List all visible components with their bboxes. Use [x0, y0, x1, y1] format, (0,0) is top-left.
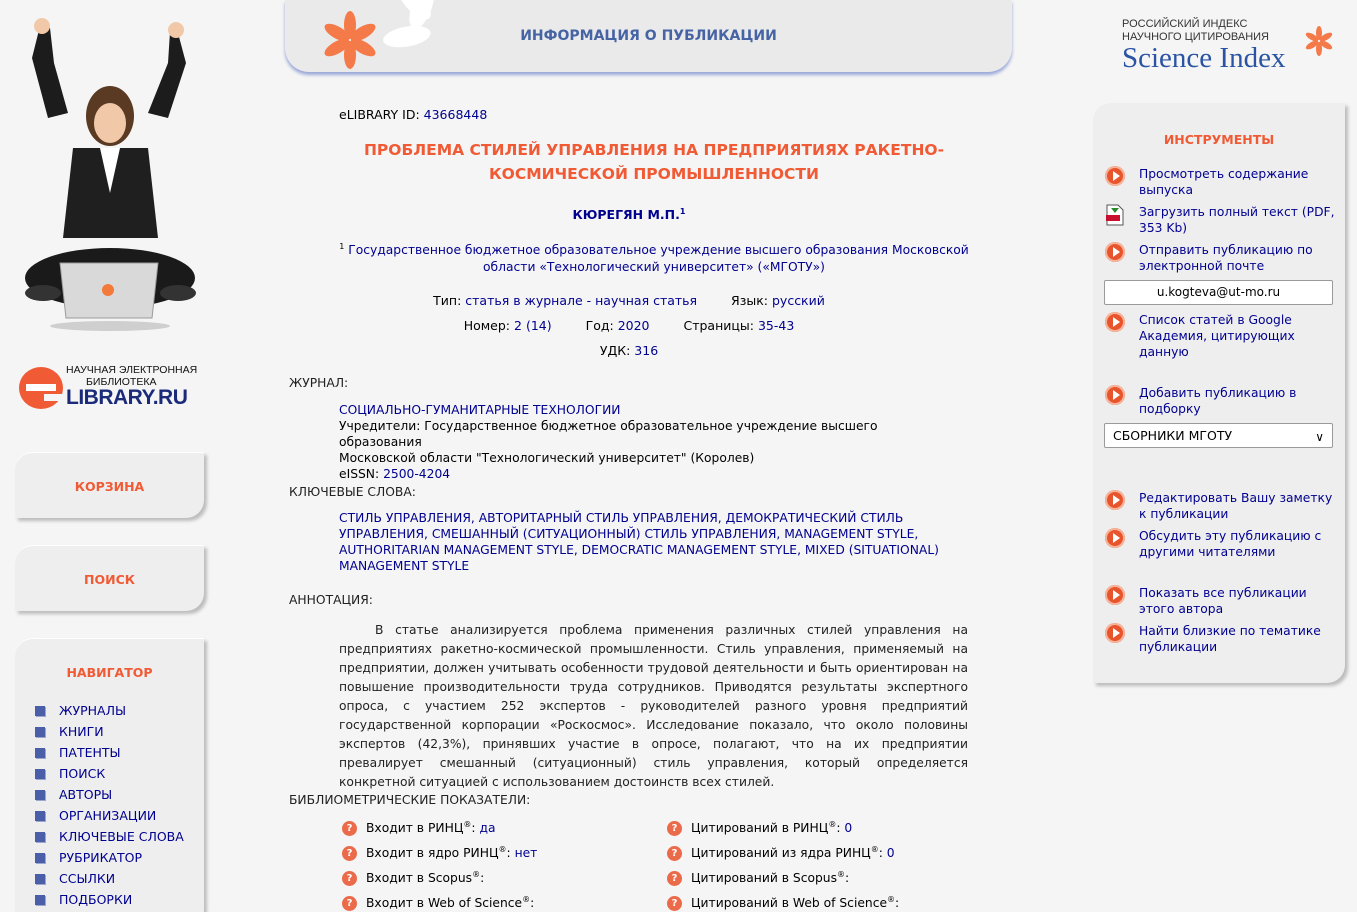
biblio-label: Входит в ядро РИНЦ	[366, 846, 499, 861]
biblio-label: Цитирований в РИНЦ	[691, 821, 829, 836]
keywords-line2[interactable]: УПРАВЛЕНИЯ, СМЕШАННЫЙ (СИТУАЦИОННЫЙ) СТИЛЬ УПРАВЛЕНИЯ, MANAGEMENT STYLE,	[339, 527, 919, 541]
asterisk-logo-icon	[1304, 26, 1334, 56]
nav-item-label[interactable]: РУБРИКАТОР	[59, 850, 143, 865]
udk-label: УДК:	[599, 343, 631, 358]
num-label: Номер:	[463, 318, 511, 333]
nav-item-label[interactable]: ССЫЛКИ	[59, 871, 116, 886]
abstract-heading: АННОТАЦИЯ:	[289, 593, 373, 607]
elibrary-id-value: 43668448	[423, 107, 488, 122]
nav-item-label[interactable]: ПОИСК	[59, 766, 106, 781]
meta-type-row	[289, 293, 969, 308]
view-issue-tool[interactable]	[1105, 166, 1340, 198]
biblio-row: ? Входит в Scopus®: ? Цитирований в Scopus®:	[339, 870, 969, 890]
bullet-icon	[35, 769, 45, 779]
article-title	[339, 138, 969, 186]
keywords-line4[interactable]: MANAGEMENT STYLE	[339, 559, 470, 573]
author-pubs-tool[interactable]	[1105, 585, 1340, 617]
search-link[interactable]: ПОИСК	[84, 572, 135, 587]
navigator-title: НАВИГАТОР	[66, 665, 153, 680]
bullet-icon	[35, 727, 45, 737]
keywords-list[interactable]	[339, 510, 939, 574]
play-arrow-icon	[1105, 623, 1125, 643]
author-pubs-link[interactable]: Показать все публикации этого автора	[1139, 586, 1307, 616]
nav-item-organizations[interactable]	[35, 805, 204, 826]
bullet-icon	[35, 874, 45, 884]
nav-item-books[interactable]	[35, 721, 204, 742]
biblio-label: Входит в РИНЦ	[366, 821, 464, 836]
tools-title: ИНСТРУМЕНТЫ	[1163, 132, 1275, 147]
play-arrow-icon	[1105, 385, 1125, 405]
similar-tool[interactable]	[1105, 623, 1340, 655]
add-collection-link[interactable]: Добавить публикацию в подборку	[1139, 386, 1297, 416]
cart-box[interactable]	[15, 452, 204, 518]
pages-value: 35-43	[757, 318, 795, 333]
play-arrow-icon	[1105, 585, 1125, 605]
lang-label: Язык:	[731, 293, 768, 308]
nav-item-label[interactable]: ПАТЕНТЫ	[59, 745, 121, 760]
nav-item-label[interactable]: КНИГИ	[59, 724, 104, 739]
nav-item-label[interactable]: ЖУРНАЛЫ	[59, 703, 126, 718]
journal-heading: ЖУРНАЛ:	[289, 376, 349, 390]
abstract-text	[339, 621, 968, 792]
nav-item-label[interactable]: ОРГАНИЗАЦИИ	[59, 808, 157, 823]
num-value[interactable]: 2 (14)	[514, 318, 552, 333]
email-field[interactable]: u.kogteva@ut-mo.ru	[1104, 280, 1333, 305]
play-arrow-icon	[1105, 166, 1125, 186]
reg-mark: ®	[498, 845, 507, 854]
year-label: Год:	[585, 318, 614, 333]
nav-item-authors[interactable]	[35, 784, 204, 805]
science-index-logo[interactable]	[1122, 18, 1342, 88]
google-scholar-link[interactable]: Список статей в Google Академия, цитирующих данную	[1139, 313, 1295, 359]
author[interactable]	[289, 207, 969, 222]
author-name[interactable]: КЮРЕГЯН М.П.	[572, 207, 680, 223]
type-value: статья в журнале - научная статья	[465, 293, 698, 308]
reg-mark: ®	[870, 845, 879, 854]
affiliation[interactable]	[339, 238, 969, 276]
help-icon[interactable]: ?	[667, 846, 682, 861]
pdf-file-icon	[1105, 204, 1125, 226]
affil-line2[interactable]: области «Технологический университет» («МГОТУ»)	[483, 260, 825, 275]
help-icon[interactable]: ?	[342, 821, 357, 836]
page-title: ИНФОРМАЦИЯ О ПУБЛИКАЦИИ	[520, 28, 777, 44]
bullet-icon	[35, 853, 45, 863]
reg-mark: ®	[828, 820, 837, 829]
founders-line1: Учредители: Государственное бюджетное образовательное учреждение высшего образования	[339, 419, 878, 449]
reg-mark: ®	[463, 820, 472, 829]
edit-note-tool[interactable]	[1105, 490, 1340, 522]
science-index-name: Science Index	[1122, 42, 1286, 74]
nav-item-rubricator[interactable]	[35, 847, 204, 868]
bullet-icon	[35, 790, 45, 800]
biblio-heading: БИБЛИОМЕТРИЧЕСКИЕ ПОКАЗАТЕЛИ:	[289, 793, 531, 807]
elibrary-id-label: eLIBRARY ID:	[339, 107, 420, 122]
meta-number-row	[289, 318, 969, 333]
discuss-tool[interactable]	[1105, 528, 1340, 560]
add-collection-tool[interactable]	[1105, 385, 1340, 417]
navigator-list	[15, 700, 204, 910]
chevron-down-icon: ∨	[1315, 430, 1324, 444]
biblio-row: ? Входит в Web of Science®: ? Цитирований в Web of Science®:	[339, 895, 969, 912]
biblio-label: Цитирований в Scopus	[691, 871, 837, 886]
collection-select[interactable]	[1104, 423, 1333, 448]
tools-panel	[1093, 103, 1345, 683]
logo-subtitle-2: БИБЛИОТЕКА	[86, 376, 157, 388]
play-arrow-icon	[1105, 312, 1125, 332]
journal-name-link[interactable]: СОЦИАЛЬНО-ГУМАНИТАРНЫЕ ТЕХНОЛОГИИ	[339, 403, 621, 417]
send-email-tool[interactable]	[1105, 242, 1340, 274]
edit-note-link[interactable]: Редактировать Вашу заметку к публикации	[1139, 491, 1333, 521]
biblio-value[interactable]: 0	[844, 821, 853, 836]
nav-item-label[interactable]: АВТОРЫ	[59, 787, 113, 802]
biblio-label: Входит в Scopus	[366, 871, 473, 886]
nav-item-links[interactable]	[35, 868, 204, 889]
nav-item-search[interactable]	[35, 763, 204, 784]
reg-mark: ®	[472, 870, 481, 879]
article-title-line2: КОСМИЧЕСКОЙ ПРОМЫШЛЕННОСТИ	[489, 165, 819, 183]
journal-block	[339, 402, 939, 482]
author-sup: 1	[679, 207, 686, 216]
nav-item-label[interactable]: ПОДБОРКИ	[59, 892, 133, 907]
reg-mark: ®	[887, 895, 896, 904]
nav-item-collections[interactable]	[35, 889, 204, 910]
keywords-heading: КЛЮЧЕВЫЕ СЛОВА:	[289, 485, 416, 499]
view-issue-link[interactable]: Просмотреть содержание выпуска	[1139, 167, 1309, 197]
bullet-icon	[35, 811, 45, 821]
keywords-line3[interactable]: AUTHORITARIAN MANAGEMENT STYLE, DEMOCRATIC MANAGEMENT STYLE, MIXED (SITUATIONAL)	[339, 543, 939, 557]
eissn-label: eISSN:	[339, 467, 380, 481]
meta-udk-row	[289, 343, 969, 358]
elibrary-logo[interactable]	[18, 362, 208, 412]
play-arrow-icon	[1105, 490, 1125, 510]
biblio-value[interactable]: нет	[514, 846, 538, 861]
cart-link[interactable]: КОРЗИНА	[74, 479, 145, 494]
pages-label: Страницы:	[683, 318, 754, 333]
search-box[interactable]	[15, 545, 204, 611]
affil-sup: 1	[339, 242, 345, 251]
reg-mark: ®	[522, 895, 531, 904]
left-column	[0, 0, 215, 912]
reg-mark: ®	[837, 870, 845, 879]
biblio-label: Цитирований из ядра РИНЦ	[691, 846, 871, 861]
bullet-icon	[35, 832, 45, 842]
science-index-line1: РОССИЙСКИЙ ИНДЕКС	[1122, 18, 1248, 30]
google-scholar-tool[interactable]	[1105, 312, 1340, 360]
nav-item-journals[interactable]	[35, 700, 204, 721]
year-value: 2020	[617, 318, 650, 333]
elibrary-e-logo-icon	[18, 364, 64, 410]
biblio-label: Цитирований в Web of Science	[691, 896, 888, 911]
bullet-icon	[35, 895, 45, 905]
download-pdf-tool[interactable]	[1105, 204, 1340, 236]
help-icon[interactable]: ?	[342, 896, 357, 911]
play-arrow-icon	[1105, 242, 1125, 262]
eissn-value: 2500-4204	[383, 467, 451, 481]
lang-value: русский	[771, 293, 825, 308]
nav-item-keywords[interactable]	[35, 826, 204, 847]
type-label: Тип:	[433, 293, 462, 308]
biblio-row: ? Входит в ядро РИНЦ®: нет ? Цитирований из ядра РИНЦ®: 0	[339, 845, 969, 865]
help-icon[interactable]: ?	[667, 821, 682, 836]
help-icon[interactable]: ?	[342, 871, 357, 886]
discuss-link[interactable]: Обсудить эту публикацию с другими читателями	[1139, 529, 1322, 559]
collection-select-value: СБОРНИКИ МГОТУ	[1113, 428, 1233, 443]
logo-text: LIBRARY.RU	[66, 386, 188, 409]
logo-subtitle-1: НАУЧНАЯ ЭЛЕКТРОННАЯ	[66, 364, 198, 376]
send-email-link[interactable]: Отправить публикацию по электронной почте	[1139, 243, 1313, 273]
biblio-value[interactable]: да	[479, 821, 496, 836]
biblio-label: Входит в Web of Science	[366, 896, 523, 911]
page-header	[285, 0, 1012, 72]
download-pdf-link[interactable]: Загрузить полный текст (PDF, 353 Kb)	[1139, 205, 1335, 235]
science-index-line2: НАУЧНОГО ЦИТИРОВАНИЯ	[1122, 31, 1269, 43]
biblio-row: ? Входит в РИНЦ®: да ? Цитирований в РИНЦ®: 0	[339, 820, 969, 840]
elibrary-id	[339, 107, 487, 122]
bullet-icon	[35, 706, 45, 716]
nav-item-label[interactable]: КЛЮЧЕВЫЕ СЛОВА	[59, 829, 184, 844]
help-icon[interactable]: ?	[342, 846, 357, 861]
help-icon[interactable]: ?	[667, 896, 682, 911]
affil-line1[interactable]: Государственное бюджетное образовательное учреждение высшего образования Московской	[348, 243, 969, 258]
biblio-value[interactable]: 0	[886, 846, 895, 861]
play-arrow-icon	[1105, 528, 1125, 548]
hero-woman-laptop-image	[18, 18, 198, 333]
founders-line2: Московской области "Технологический университет" (Королев)	[339, 451, 755, 465]
abstract-body: В статье анализируется проблема применения различных стилей управления на предприятиях ракетно-космической промышленности. Стиль управления, применяемый на предприятии, должен учитывать особенности трудовой деятельности и быть ориентирован на повышение производительности труда сотрудников. Приводятся результаты экспертного опроса, с участием 252 экспертов - руководителей разного уровня предприятий государственной корпорации «Роскосмос». Исследование показало, что около половины экспертов (42,3%), принявших участие в опросе, полагают, что на их предприятии превалирует смешанный (ситуационный) стиль управления, который определяется конкретной ситуацией с использованием достоинств всех стилей.	[339, 623, 968, 789]
bullet-icon	[35, 748, 45, 758]
help-icon[interactable]: ?	[667, 871, 682, 886]
similar-link[interactable]: Найти близкие по тематике публикации	[1139, 624, 1321, 654]
navigator-box	[15, 638, 204, 912]
keywords-line1[interactable]: СТИЛЬ УПРАВЛЕНИЯ, АВТОРИТАРНЫЙ СТИЛЬ УПРАВЛЕНИЯ, ДЕМОКРАТИЧЕСКИЙ СТИЛЬ	[339, 511, 904, 525]
nav-item-patents[interactable]	[35, 742, 204, 763]
udk-value: 316	[634, 343, 659, 358]
article-title-line1: ПРОБЛЕМА СТИЛЕЙ УПРАВЛЕНИЯ НА ПРЕДПРИЯТИЯХ РАКЕТНО-	[363, 141, 945, 159]
